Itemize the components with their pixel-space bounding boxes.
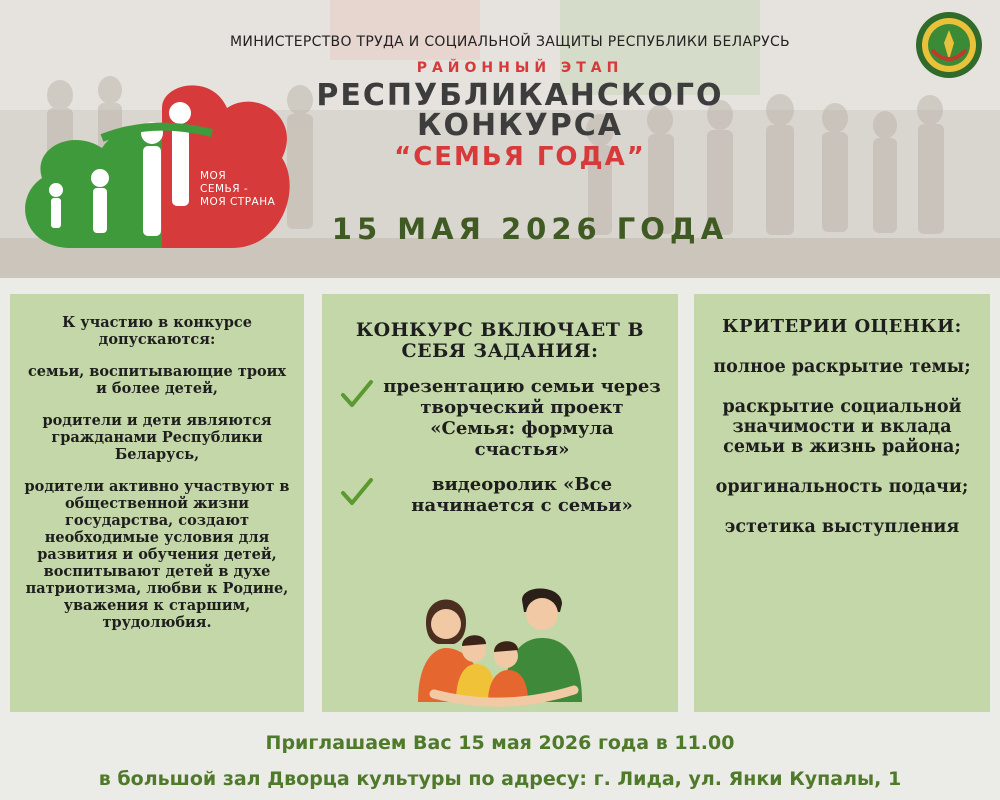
eligibility-paragraph: родители и дети являются гражданами Республики Беларусь, <box>42 412 272 463</box>
task-item <box>336 376 664 460</box>
tasks-heading: КОНКУРС ВКЛЮЧАЕТ В СЕБЯ ЗАДАНИЯ: <box>355 319 645 362</box>
ministry-emblem-icon <box>914 10 984 80</box>
event-date: 15 МАЯ 2026 ГОДА <box>331 212 729 246</box>
title-line-1: РЕСПУБЛИКАНСКОГО <box>316 78 724 113</box>
task-item <box>336 474 664 516</box>
logo-caption-line: МОЯ <box>200 170 227 182</box>
tasks-panel <box>322 294 678 712</box>
invitation-address: в большой зал Дворца культуры по адресу: г. Лида, ул. Янки Купалы, 1 <box>98 768 902 790</box>
eligibility-panel <box>10 294 304 712</box>
invitation-footer <box>0 724 1000 792</box>
eligibility-paragraph: родители активно участвуют в общественной жизни государства, создают необходимые условия для развития и обучения детей, воспитывают детей в духе патриотизма, любви к Родине, уважения к старшим, трудолюбия. <box>24 478 290 631</box>
logo-caption-line: СЕМЬЯ - <box>200 183 249 195</box>
family-illustration <box>404 582 594 707</box>
logo-caption <box>200 170 320 209</box>
criteria-item: оригинальность подачи; <box>715 477 969 497</box>
ministry-name: МИНИСТЕРСТВО ТРУДА И СОЦИАЛЬНОЙ ЗАЩИТЫ РЕСПУБЛИКИ БЕЛАРУСЬ <box>230 34 790 50</box>
task-text: презентацию семьи через творческий проект «Семья: формула счастья» <box>383 376 661 460</box>
invitation-line-1: Приглашаем Вас 15 мая 2026 года в 11.00 <box>265 732 735 754</box>
criteria-heading: КРИТЕРИИ ОЦЕНКИ: <box>722 316 962 337</box>
check-icon <box>340 378 374 410</box>
task-text: видеоролик «Все начинается с семьи» <box>411 474 633 516</box>
criteria-item: раскрытие социальной значимости и вклада семьи в жизнь района; <box>722 397 962 457</box>
stage-title: РАЙОННЫЙ ЭТАП <box>416 60 624 76</box>
eligibility-paragraph: семьи, воспитывающие троих и более детей, <box>27 363 287 397</box>
contest-name: “СЕМЬЯ ГОДА” <box>394 142 646 172</box>
check-icon <box>340 476 374 508</box>
criteria-item: эстетика выступления <box>724 517 960 537</box>
family-heart-logo <box>12 78 302 258</box>
eligibility-paragraph: К участию в конкурсе допускаются: <box>62 314 252 348</box>
criteria-item: полное раскрытие темы; <box>713 357 971 377</box>
title-line-2: КОНКУРСА <box>416 108 623 143</box>
criteria-panel <box>694 294 990 712</box>
logo-caption-line: МОЯ СТРАНА <box>200 196 276 208</box>
header-banner <box>0 0 1000 278</box>
